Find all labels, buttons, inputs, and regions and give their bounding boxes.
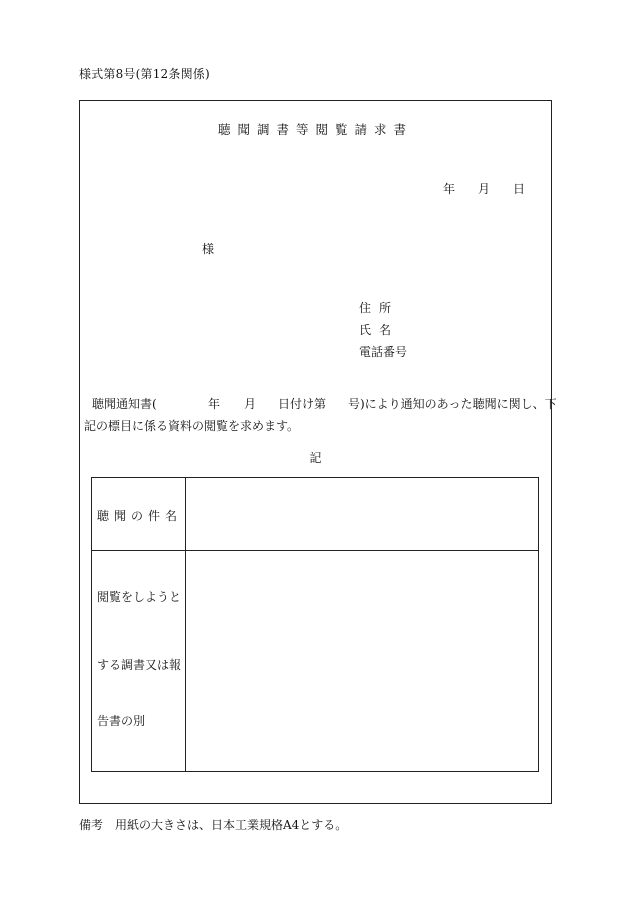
body-text-line1-start: 聴聞通知書( [92, 397, 157, 411]
addressee-suffix: 様 [202, 242, 215, 256]
table-column-divider [185, 478, 186, 771]
body-text-line1-end: 号)により通知のあった聴聞に関し、下 [348, 397, 557, 411]
body-text-day-number: 日付け第 [278, 397, 327, 411]
address-label: 住所 [359, 301, 400, 315]
date-month-label: 月 [478, 182, 491, 196]
name-label: 氏名 [359, 323, 400, 337]
body-text-month: 月 [244, 397, 257, 411]
remarks-note: 備考 用紙の大きさは、日本工業規格A4とする。 [79, 818, 348, 832]
body-text-line2: 記の標目に係る資料の閲覧を求めます。 [84, 419, 300, 433]
body-text-year: 年 [208, 397, 221, 411]
document-type-label-line2: する調書又は報 [97, 658, 182, 672]
date-day-label: 日 [513, 182, 526, 196]
date-year-label: 年 [443, 182, 456, 196]
hearing-case-name-label: 聴聞の件名 [97, 509, 183, 523]
document-type-label-line1: 閲覧をしようと [97, 590, 182, 604]
document-type-label-line3: 告書の別 [97, 714, 146, 728]
request-form-frame [79, 100, 557, 804]
ki-heading: 記 [309, 451, 322, 465]
details-table [91, 477, 539, 772]
form-title: 聴聞調書等閲覧請求書 [217, 122, 413, 137]
phone-label: 電話番号 [359, 345, 408, 359]
form-number: 様式第8号(第12条関係) [79, 67, 210, 81]
